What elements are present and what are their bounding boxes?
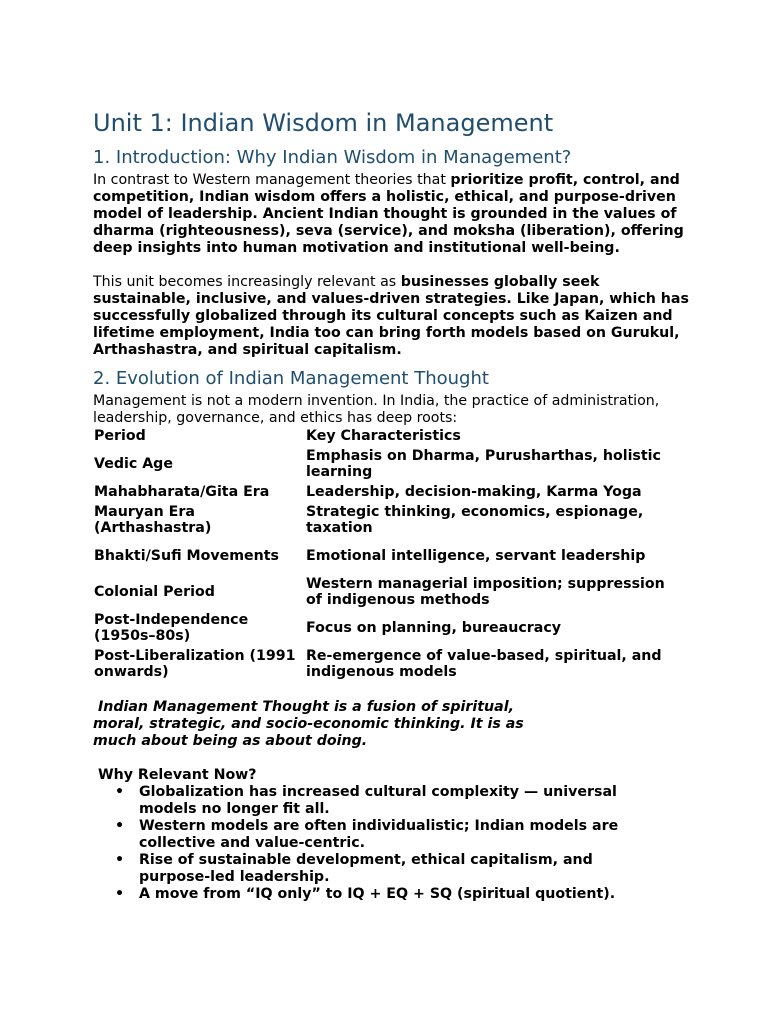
intro-paragraph-1-bold: prioritize profit, control, and competition, Indian wisdom offers a holistic, ethical, and purpose-driven model of leadership. Ancient Indian thought is grounded in the values of dharma (righteousness), seva (service), and moksha (liberation), offering deep insights into human motivation and institutional well-being. [93,172,684,256]
intro-paragraph-2-plain: This unit becomes increasingly relevant as [93,274,401,290]
bullet-icon: • [115,784,125,800]
document-body [93,108,693,903]
table-row [93,502,678,538]
relevance-list [93,784,693,903]
table-cell-period: Bhakti/Sufi Movements [94,547,279,564]
paragraph-spacer [93,257,693,274]
table-cell-period: Vedic Age [94,455,173,472]
table-cell-period: Mauryan Era (Arthashastra) [94,503,212,536]
bullet-icon: • [115,818,125,834]
why-relevant-heading: Why Relevant Now? [93,767,257,783]
table-cell-characteristics: Emphasis on Dharma, Purusharthas, holistic learning [306,447,661,480]
bullet-icon: • [115,852,125,868]
evolution-intro: Management is not a modern invention. In India, the practice of administration, leadership, governance, and ethics has deep roots: [93,393,660,426]
table-cell-characteristics: Strategic thinking, economics, espionage, taxation [306,503,644,536]
list-item [115,818,639,852]
paragraph-spacer [93,682,693,699]
table-header-row [93,427,678,446]
list-item [115,886,679,903]
evolution-table [93,427,678,682]
list-item-text: Globalization has increased cultural complexity — universal models no longer fit all. [139,784,617,817]
table-cell-period: Mahabharata/Gita Era [94,483,270,500]
table-row [93,574,678,610]
table-cell-period: Post-Independence (1950s–80s) [94,611,249,644]
list-item-text: Western models are often individualistic; Indian models are collective and value-centric. [139,818,619,851]
page-title: Unit 1: Indian Wisdom in Management [93,109,554,137]
table-header-characteristics: Key Characteristics [306,428,461,445]
table-cell-characteristics: Re-emergence of value-based, spiritual, and indigenous models [306,647,662,680]
table-row [93,538,678,574]
list-item [115,852,609,886]
table-header-period: Period [94,428,146,445]
table-cell-period: Colonial Period [94,583,215,600]
bullet-icon: • [115,886,125,902]
table-row [93,482,678,502]
section-1-heading: 1. Introduction: Why Indian Wisdom in Management? [93,147,572,168]
section-spacer [93,359,693,367]
summary-quote: Indian Management Thought is a fusion of spiritual, moral, strategic, and socio-economic thinking. It is as much about being as about doing. [93,699,529,749]
table-cell-characteristics: Western managerial imposition; suppression of indigenous methods [306,575,665,608]
intro-paragraph-1-plain: In contrast to Western management theories that [93,172,451,188]
table-cell-characteristics: Emotional intelligence, servant leadership [306,547,646,564]
table-cell-characteristics: Leadership, decision-making, Karma Yoga [306,483,642,500]
list-item [115,784,639,818]
paragraph-spacer [93,750,693,767]
intro-paragraph-2 [93,274,693,359]
table-cell-period: Post-Liberalization (1991 onwards) [94,647,296,680]
intro-paragraph-2-bold: businesses globally seek sustainable, inclusive, and values-driven strategies. Like Japan, which has successfully globalized through its cultural concepts such as Kaizen and lifetime employment, India too can bring forth models based on Gurukul, Arthashastra, and spiritual capitalism. [93,274,689,358]
list-item-text: Rise of sustainable development, ethical capitalism, and purpose-led leadership. [139,852,593,885]
section-2-heading: 2. Evolution of Indian Management Thought [93,368,489,389]
table-row [93,646,678,682]
list-item-text: A move from “IQ only” to IQ + EQ + SQ (spiritual quotient). [139,886,616,902]
table-row [93,610,678,646]
intro-paragraph-1 [93,172,693,257]
table-row [93,446,678,482]
table-cell-characteristics: Focus on planning, bureaucracy [306,619,561,636]
